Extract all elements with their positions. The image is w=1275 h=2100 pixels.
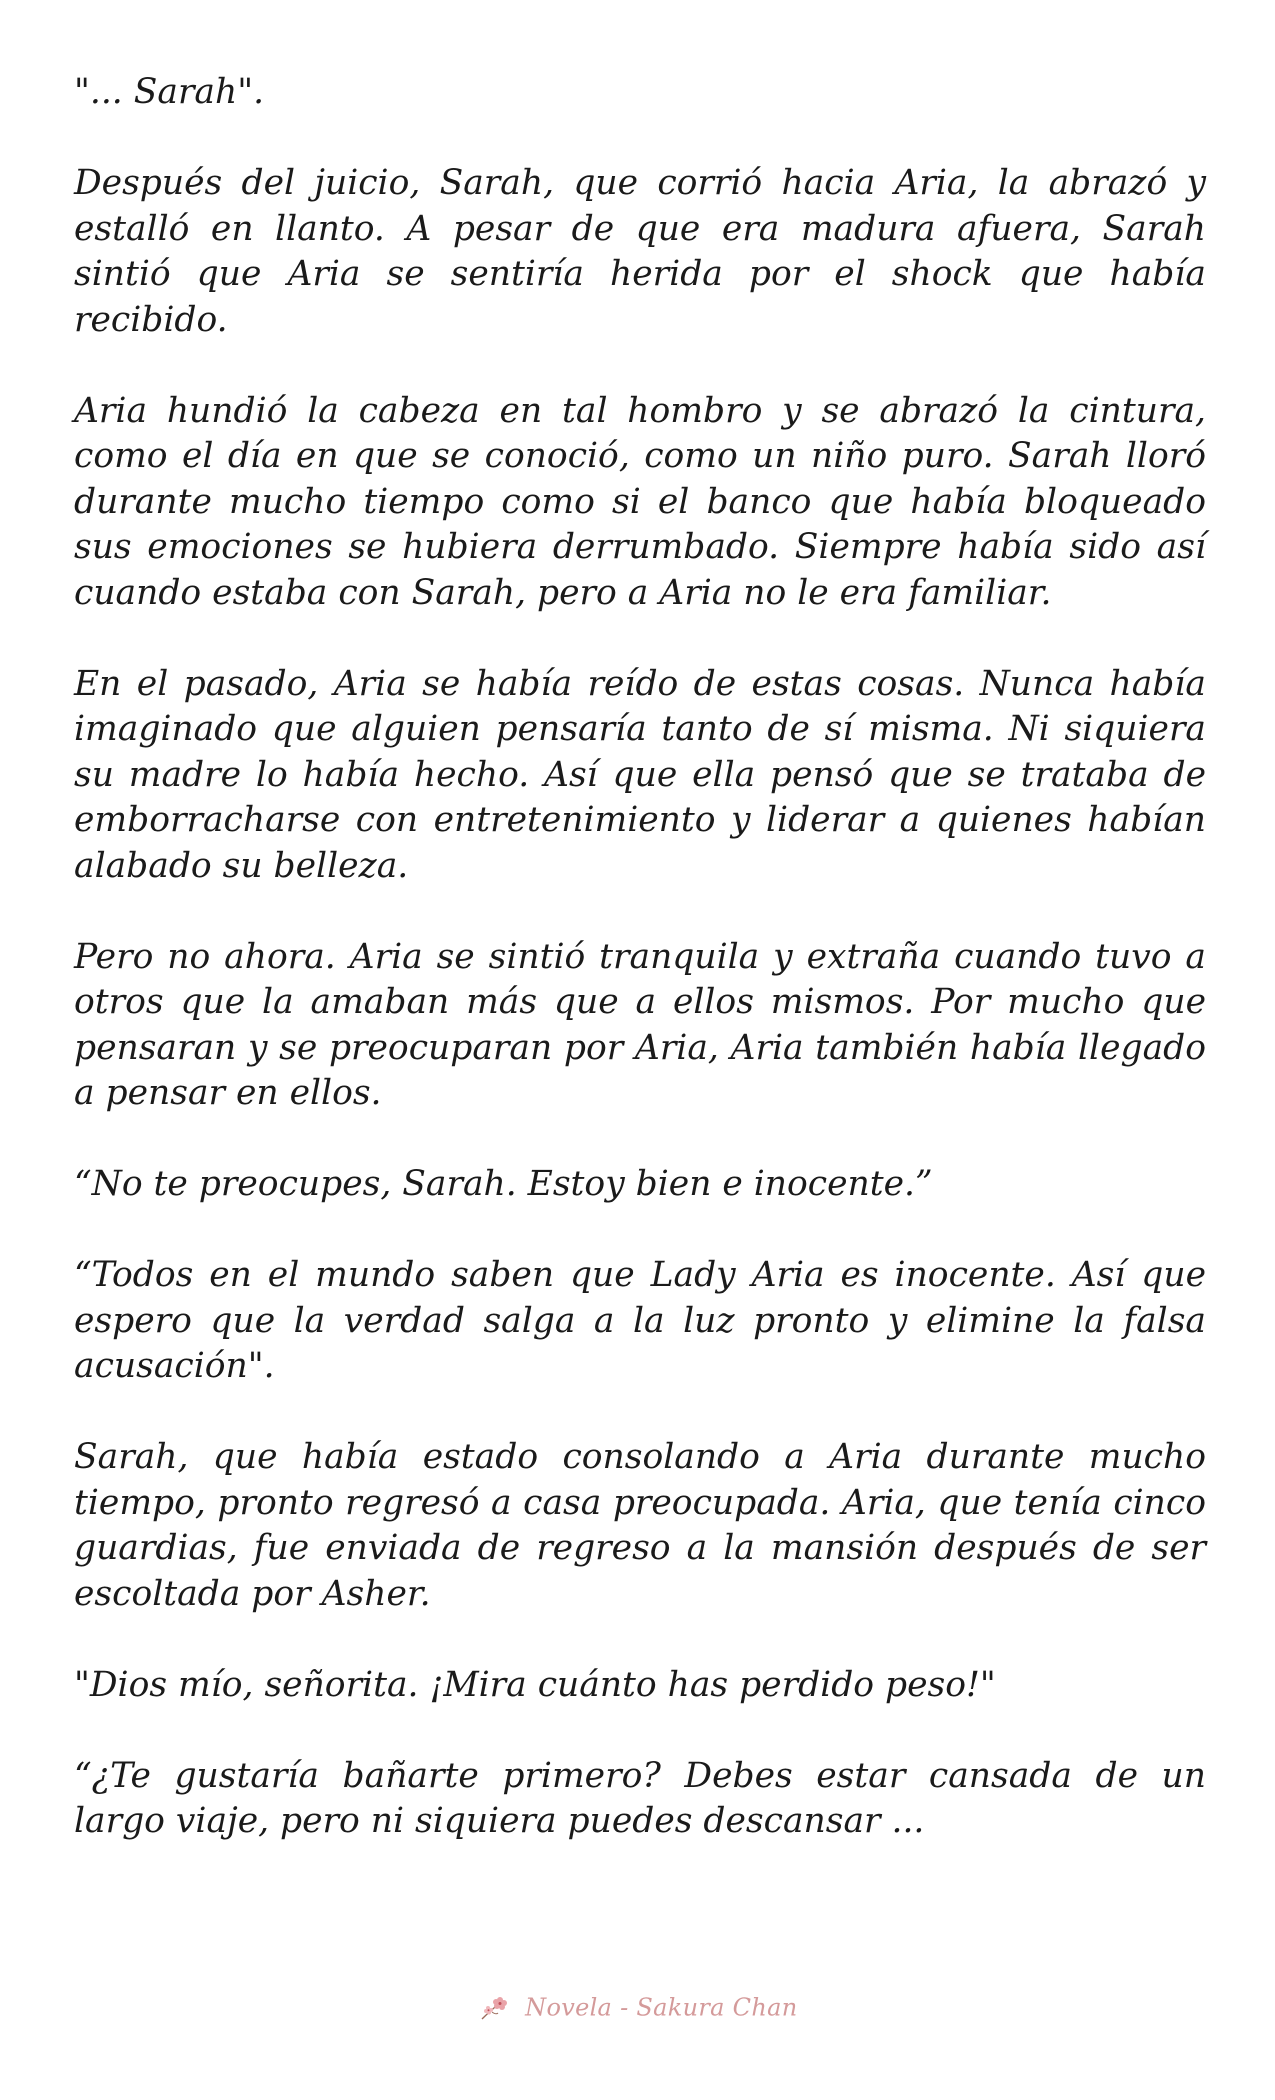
paragraph-6: “No te preocupes, Sarah. Estoy bien e inocente.” xyxy=(74,1164,933,1204)
paragraph-8: Sarah, que había estado consolando a Aria durante mucho tiempo, pronto regresó a casa preocupada. Aria, que tenía cinco guardias, fue enviada de regreso a la mansión después de ser escoltada por Asher. xyxy=(74,1437,1206,1614)
document-body xyxy=(74,70,1206,1890)
paragraph-10: “¿Te gustaría bañarte primero? Debes estar cansada de un largo viaje, pero ni siquiera puedes descansar ... xyxy=(74,1755,1206,1841)
paragraph-2: Después del juicio, Sarah, que corrió hacia Aria, la abrazó y estalló en llanto. A pesar de que era madura afuera, Sarah sintió que Aria se sentiría herida por el shock que había recibido. xyxy=(74,163,1206,340)
paragraph-1: "... Sarah". xyxy=(74,72,265,112)
footer-text: Novela - Sakura Chan xyxy=(525,1993,798,2022)
paragraph-7: “Todos en el mundo saben que Lady Aria es inocente. Así que espero que la verdad salga a la luz pronto y elimine la falsa acusación". xyxy=(74,1255,1206,1386)
footer-watermark xyxy=(0,1992,1275,2023)
cherry-blossom-icon xyxy=(478,1993,512,2023)
paragraph-5: Pero no ahora. Aria se sintió tranquila y extraña cuando tuvo a otros que la amaban más que a ellos mismos. Por mucho que pensaran y se preocuparan por Aria, Aria también había llegado a pensar en ellos. xyxy=(74,936,1206,1113)
paragraph-9: "Dios mío, señorita. ¡Mira cuánto has perdido peso!" xyxy=(74,1664,996,1705)
paragraph-4: En el pasado, Aria se había reído de estas cosas. Nunca había imaginado que alguien pensaría tanto de sí misma. Ni siquiera su madre lo había hecho. Así que ella pensó que se trataba de emborracharse con entretenimiento y liderar a quienes habían alabado su belleza. xyxy=(74,663,1206,886)
paragraph-3: Aria hundió la cabeza en tal hombro y se abrazó la cintura, como el día en que se conoció, como un niño puro. Sarah lloró durante mucho tiempo como si el banco que había bloqueado sus emociones se hubiera derrumbado. Siempre había sido así cuando estaba con Sarah, pero a Aria no le era familiar. xyxy=(74,390,1206,613)
